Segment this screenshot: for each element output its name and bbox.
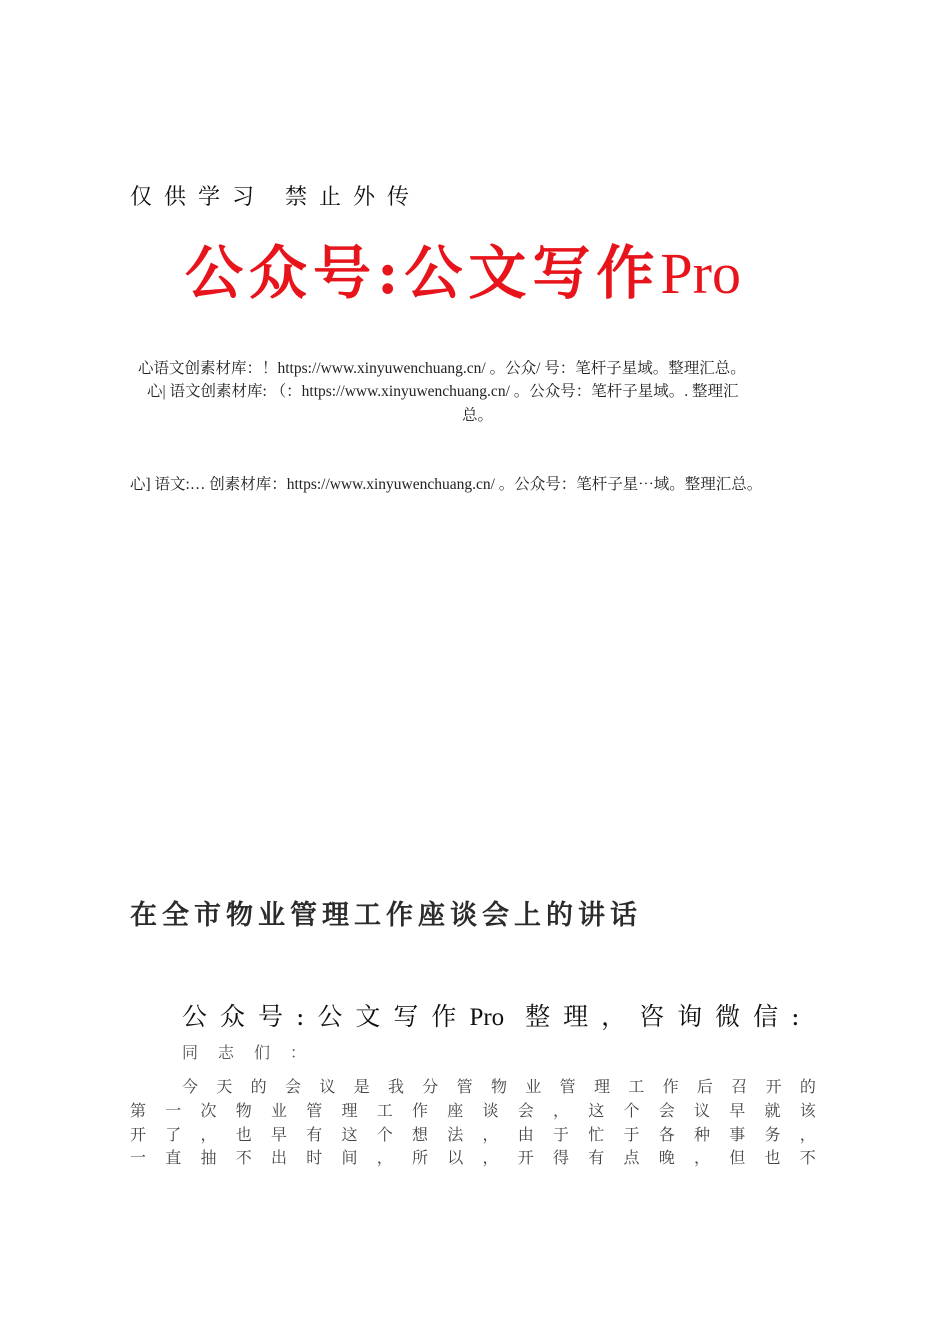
body-char: 各 — [658, 1125, 675, 1144]
greeting: 同志们： — [182, 1043, 327, 1062]
body-char: 理 — [341, 1101, 358, 1120]
body-char: 开 — [765, 1077, 782, 1096]
body-char: 作 — [412, 1101, 429, 1120]
body-char: 业 — [525, 1077, 542, 1096]
body-char: 法 — [447, 1125, 464, 1144]
ad-line-1: 心语文创素材库：！https://www.xinyuwenchuang.cn/ 。公众/ 号：笔杆子星域。整理汇总。 — [138, 360, 746, 377]
body-char: ， — [694, 1148, 711, 1167]
body-char: 后 — [696, 1077, 713, 1096]
body-char: 议 — [319, 1077, 336, 1096]
body-char: 也 — [764, 1148, 781, 1167]
body-char: 于 — [553, 1125, 570, 1144]
disclaimer-text: 仅供学习 禁止外传 — [130, 185, 421, 210]
brand-banner — [185, 226, 741, 310]
document-subtitle — [182, 997, 813, 1033]
body-char: 管 — [559, 1077, 576, 1096]
body-char: 次 — [200, 1101, 217, 1120]
body-char: 谈 — [482, 1101, 499, 1120]
body-char: ， — [200, 1125, 217, 1144]
body-char: 了 — [165, 1125, 182, 1144]
body-char: ， — [799, 1125, 816, 1144]
body-char: 会 — [658, 1101, 675, 1120]
body-char: 管 — [456, 1077, 473, 1096]
body-line — [182, 1074, 816, 1097]
body-char: 议 — [694, 1101, 711, 1120]
brand-latin: Pro — [660, 241, 741, 306]
document-title: 在全市物业管理工作座谈会上的讲话 — [130, 900, 642, 931]
body-char: 这 — [588, 1101, 605, 1120]
body-char: 开 — [517, 1148, 534, 1167]
body-char: 一 — [130, 1148, 147, 1167]
body-char: 务 — [764, 1125, 781, 1144]
body-char: ， — [553, 1101, 570, 1120]
body-char: 业 — [271, 1101, 288, 1120]
body-char: 该 — [799, 1101, 816, 1120]
body-char: 事 — [729, 1125, 746, 1144]
body-char: 个 — [376, 1125, 393, 1144]
body-char: 所 — [412, 1148, 429, 1167]
body-char: 今 — [182, 1077, 199, 1096]
body-char: 是 — [353, 1077, 370, 1096]
body-char: 以 — [447, 1148, 464, 1167]
body-char: 作 — [662, 1077, 679, 1096]
subtitle-after: 整理，咨询微信: — [525, 1002, 813, 1031]
body-char: 分 — [422, 1077, 439, 1096]
body-char: 有 — [306, 1125, 323, 1144]
body-char: 于 — [623, 1125, 640, 1144]
body-char: 个 — [623, 1101, 640, 1120]
subtitle-before: 公众号:公文写作 — [182, 1002, 470, 1031]
ad-line-4: 心] 语文:… 创素材库：https://www.xinyuwenchuang.cn/ 。公众号：笔杆子星⋯域。整理汇总。 — [130, 476, 763, 493]
body-char: 物 — [490, 1077, 507, 1096]
body-char: 出 — [271, 1148, 288, 1167]
body-char: 也 — [235, 1125, 252, 1144]
body-char: 工 — [376, 1101, 393, 1120]
body-char: 物 — [235, 1101, 252, 1120]
body-line — [130, 1122, 816, 1145]
body-char: 由 — [517, 1125, 534, 1144]
body-char: 的 — [250, 1077, 267, 1096]
body-char: 会 — [284, 1077, 301, 1096]
body-char: 一 — [165, 1101, 182, 1120]
body-char: ， — [376, 1148, 393, 1167]
body-line — [130, 1098, 816, 1121]
body-char: 管 — [306, 1101, 323, 1120]
body-char: 第 — [130, 1101, 147, 1120]
ad-line-2: 心| 语文创素材库: （：https://www.xinyuwenchuang.cn/ 。公众号：笔杆子星域。. 整理汇 — [147, 383, 739, 400]
body-char: 早 — [729, 1101, 746, 1120]
body-char: 点 — [623, 1148, 640, 1167]
body-char: 的 — [799, 1077, 816, 1096]
body-char: 得 — [553, 1148, 570, 1167]
body-char: 会 — [517, 1101, 534, 1120]
body-char: 抽 — [200, 1148, 217, 1167]
body-char: 种 — [694, 1125, 711, 1144]
body-char: 晚 — [658, 1148, 675, 1167]
body-char: 理 — [593, 1077, 610, 1096]
body-char: 座 — [447, 1101, 464, 1120]
body-char: 早 — [271, 1125, 288, 1144]
body-char: 不 — [799, 1148, 816, 1167]
body-char: 想 — [412, 1125, 429, 1144]
brand-chinese: 公众号:公文写作 — [185, 239, 661, 307]
body-char: ， — [482, 1148, 499, 1167]
body-char: 忙 — [588, 1125, 605, 1144]
body-char: 直 — [165, 1148, 182, 1167]
body-char: 开 — [130, 1125, 147, 1144]
body-char: 天 — [216, 1077, 233, 1096]
body-line — [130, 1145, 816, 1168]
body-char: 有 — [588, 1148, 605, 1167]
body-char: 这 — [341, 1125, 358, 1144]
ad-line-3: 总。 — [462, 407, 494, 424]
body-char: 工 — [628, 1077, 645, 1096]
body-char: 召 — [731, 1077, 748, 1096]
body-char: 不 — [235, 1148, 252, 1167]
body-char: 时 — [306, 1148, 323, 1167]
subtitle-latin: Pro — [469, 1004, 505, 1031]
body-char: 就 — [764, 1101, 781, 1120]
body-char: 间 — [341, 1148, 358, 1167]
body-char: ， — [482, 1125, 499, 1144]
body-char: 但 — [729, 1148, 746, 1167]
body-char: 我 — [387, 1077, 404, 1096]
